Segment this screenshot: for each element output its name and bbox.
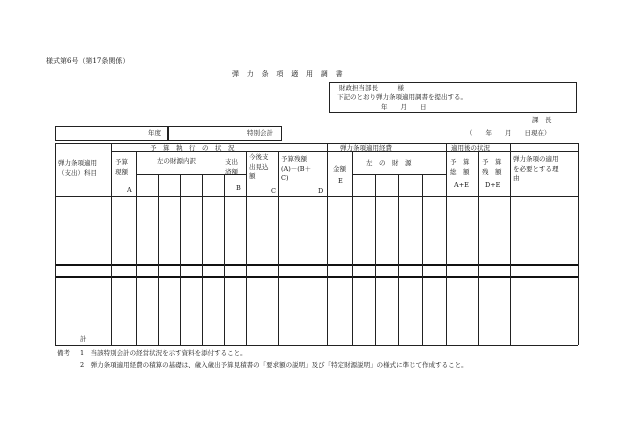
column-line: [398, 174, 399, 345]
code-e: E: [338, 177, 343, 185]
header-budget-current: 予算 現額: [115, 158, 128, 176]
as-of-date[interactable]: （ 年 月 日現在）: [466, 129, 551, 137]
header-budget-remaining-col: [281, 155, 311, 184]
code-b: B: [236, 184, 241, 192]
column-line: [352, 151, 353, 345]
column-line: [446, 143, 447, 345]
header-future-expected: 今後支 出見込 額: [249, 153, 269, 180]
header-expended: 支出 済額: [225, 158, 238, 176]
column-line: [478, 151, 479, 345]
group-budget-execution: 予 算 執 行 の 状 況: [150, 144, 235, 152]
account-label: 特別会計: [247, 129, 273, 137]
column-line: [375, 174, 376, 345]
note-item: 2 弾力条項適用経費の積算の基礎は、歳入歳出予算見積書の「要求額の説明」及び「特定財源説明」の様式に準じて作成すること。: [80, 361, 468, 369]
header-subject: 弾力条項適用 （支出）科目: [58, 159, 97, 177]
header-funding-breakdown: 左の財源内訳: [157, 157, 196, 165]
code-a: A: [127, 186, 132, 194]
table-bottom-line: [55, 345, 578, 346]
fiscal-year-label: 年度: [148, 129, 161, 137]
subheader-line: [352, 174, 446, 175]
group-elastic-expense: 弾力条項適用経費: [340, 144, 392, 152]
form-id: 様式第6号（第17条関係）: [46, 57, 130, 65]
total-separator-bottom: [55, 276, 578, 278]
header-funding-left: 左 の 財 源: [366, 159, 412, 167]
column-line: [422, 174, 423, 345]
column-line: [510, 143, 511, 345]
column-line: [246, 151, 247, 345]
code-a-plus-e: A+E: [454, 181, 469, 189]
column-line: [278, 151, 279, 345]
column-line: [111, 143, 112, 345]
document-title: 弾 力 条 項 適 用 調 書: [232, 70, 343, 78]
total-label: 計: [80, 335, 87, 343]
column-line: [578, 143, 579, 345]
addressee-to: 財政担当部長 様: [339, 84, 404, 92]
code-c: C: [271, 187, 276, 195]
header-budget-remaining-line: 予算残額: [281, 155, 307, 163]
addressee-message: 下記のとおり弾力条項適用調書を提出する。: [337, 93, 467, 101]
section-chief: 課 長: [532, 116, 552, 124]
column-line: [327, 143, 328, 345]
column-line: [158, 174, 159, 345]
column-line: [224, 174, 225, 345]
code-d: D: [318, 187, 324, 195]
total-separator-top: [55, 264, 578, 266]
group-after-application: 適用後の状況: [451, 144, 490, 152]
notes-label: 備考: [57, 349, 70, 357]
header-budget-remaining-line: C): [281, 174, 289, 182]
code-d-plus-e: D+E: [485, 181, 501, 189]
column-line: [180, 174, 181, 345]
column-line: [136, 151, 137, 345]
addressee-date: 年 月 日: [381, 103, 427, 111]
column-line: [55, 143, 56, 345]
note-item: 1 当該特別会計の経営状況を示す資料を添付すること。: [80, 349, 247, 357]
column-line: [202, 174, 203, 345]
header-amount: 金額: [333, 165, 346, 173]
header-budget-balance: 予 算 残 額: [482, 158, 502, 176]
header-reason: 弾力条項の適用 を必要とする理 由: [513, 155, 559, 182]
header-budget-total: 予 算 総 額: [450, 158, 470, 176]
table-top-line: [55, 143, 578, 144]
header-budget-remaining-line: (A)－(B＋: [281, 164, 312, 173]
header-bottom-line: [55, 196, 578, 197]
